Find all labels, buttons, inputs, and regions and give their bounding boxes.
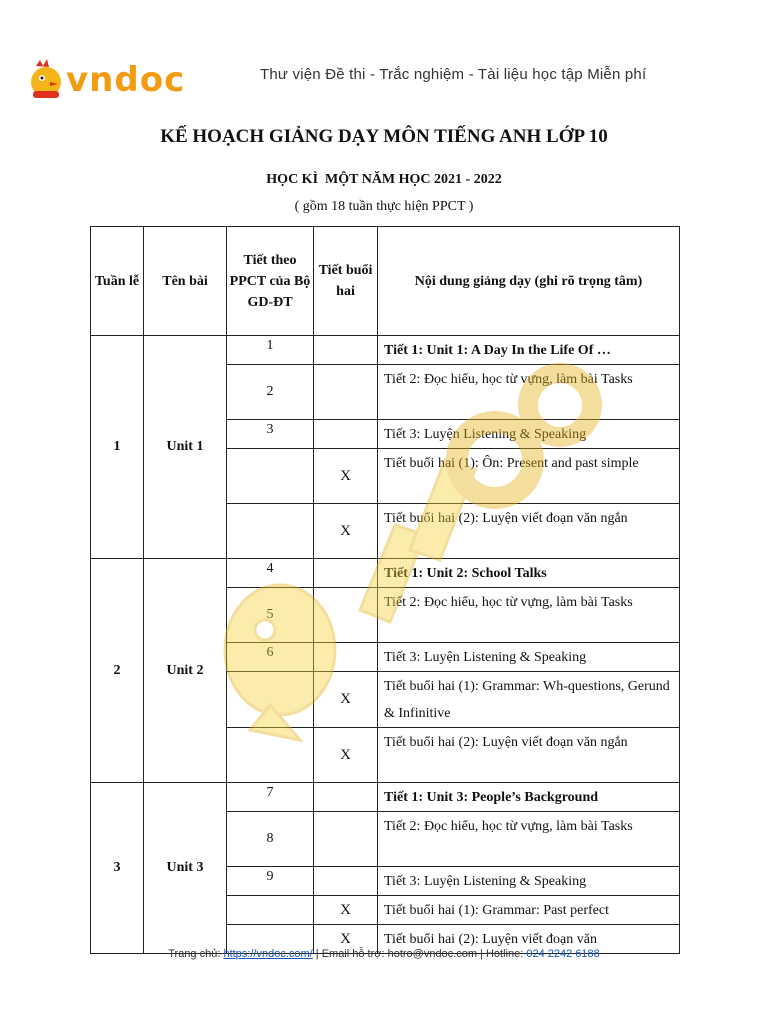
header-ppct: Tiết theo PPCT của Bộ GD-ĐT [227,227,314,336]
unit-name: Unit 3 [144,783,227,954]
unit-name: Unit 2 [144,559,227,783]
unit-name: Unit 1 [144,336,227,559]
extra-mark [314,588,378,643]
extra-mark: X [314,925,378,954]
lesson-content: Tiết 1: Unit 2: School Talks [378,559,680,588]
extra-mark [314,336,378,365]
ppct-number [227,504,314,559]
week-number: 1 [91,336,144,559]
ppct-number: 6 [227,643,314,672]
footer-home-link[interactable]: https://vndoc.com/ [223,948,313,960]
header-content: Nội dung giảng dạy (ghi rõ trọng tâm) [378,227,680,336]
header-extra: Tiết buổi hai [314,227,378,336]
vndoc-logo[interactable] [28,58,208,100]
lesson-content: Tiết 2: Đọc hiểu, học từ vựng, làm bài Tasks [378,588,680,643]
ppct-number: 2 [227,365,314,420]
extra-mark [314,420,378,449]
document-title: KẾ HOẠCH GIẢNG DẠY MÔN TIẾNG ANH LỚP 10 [160,126,608,147]
ppct-number: 1 [227,336,314,365]
ppct-number [227,672,314,728]
header-week: Tuần lễ [91,227,144,336]
extra-mark [314,559,378,588]
lesson-content: Tiết buổi hai (1): Ôn: Present and past simple [378,449,680,504]
lesson-content: Tiết 2: Đọc hiểu, học từ vựng, làm bài Tasks [378,812,680,867]
lesson-content: Tiết 1: Unit 1: A Day In the Life Of … [378,336,680,365]
lesson-content: Tiết buổi hai (2): Luyện viết đoạn văn ngắn [378,504,680,559]
lesson-content: Tiết 3: Luyện Listening & Speaking [378,867,680,896]
extra-mark [314,643,378,672]
ppct-number [227,728,314,783]
extra-mark [314,812,378,867]
table-row [91,559,680,588]
header-lesson: Tên bài [144,227,227,336]
extra-mark: X [314,672,378,728]
header-tagline: Thư viện Đề thi - Trắc nghiệm - Tài liệu học tập Miễn phí [260,66,647,83]
lesson-content: Tiết buổi hai (2): Luyện viết đoạn văn ngắn [378,728,680,783]
week-number: 2 [91,559,144,783]
footer-email-text: | Email hỗ trợ: hotro@vndoc.com | Hotline: [312,948,527,960]
extra-mark [314,867,378,896]
ppct-number: 7 [227,783,314,812]
ppct-number: 5 [227,588,314,643]
lesson-content: Tiết 2: Đọc hiểu, học từ vựng, làm bài Tasks [378,365,680,420]
ppct-number [227,896,314,925]
extra-mark [314,783,378,812]
table-row [91,783,680,812]
document-note: ( gồm 18 tuần thực hiện PPCT ) [294,199,474,214]
page-footer [0,948,768,960]
footer-home-label: Trang chủ: [168,948,224,960]
table-row [91,336,680,365]
lesson-content: Tiết buổi hai (1): Grammar: Wh-questions, Gerund & Infinitive [378,672,680,728]
extra-mark [314,365,378,420]
ppct-number: 9 [227,867,314,896]
footer-hotline[interactable]: 024 2242 6188 [526,948,600,960]
ppct-number: 8 [227,812,314,867]
document-subtitle: HỌC KÌ MỘT NĂM HỌC 2021 - 2022 [266,172,502,187]
mascot-chicken-icon [31,59,61,98]
lesson-content: Tiết 3: Luyện Listening & Speaking [378,643,680,672]
ppct-number [227,449,314,504]
week-number: 3 [91,783,144,954]
extra-mark: X [314,449,378,504]
extra-mark: X [314,728,378,783]
lesson-content: Tiết buổi hai (1): Grammar: Past perfect [378,896,680,925]
lesson-content: Tiết 3: Luyện Listening & Speaking [378,420,680,449]
extra-mark: X [314,504,378,559]
ppct-number: 4 [227,559,314,588]
lesson-content: Tiết buổi hai (2): Luyện viết đoạn văn [378,925,680,954]
extra-mark: X [314,896,378,925]
teaching-plan-table [90,226,680,954]
lesson-content: Tiết 1: Unit 3: People’s Background [378,783,680,812]
table-header-row [91,227,680,336]
ppct-number: 3 [227,420,314,449]
logo-wordmark: vndoc [66,60,186,100]
